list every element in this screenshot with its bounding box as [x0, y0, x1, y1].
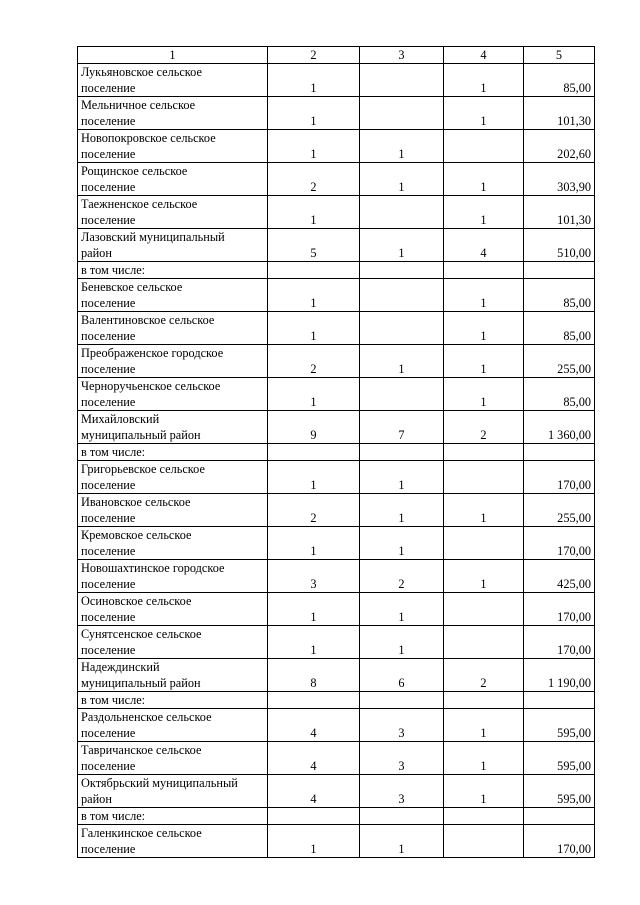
cell-name: Валентиновское сельское поселение [78, 312, 268, 345]
table-row [78, 130, 595, 163]
cell-col3 [360, 692, 444, 709]
cell-col2: 1 [268, 461, 360, 494]
cell-name: Преображенское городское поселение [78, 345, 268, 378]
table-header-row [78, 47, 595, 64]
cell-amount: 595,00 [524, 742, 595, 775]
table-row [78, 593, 595, 626]
cell-amount: 85,00 [524, 378, 595, 411]
cell-col3 [360, 279, 444, 312]
table-row [78, 692, 595, 709]
cell-name: Новошахтинское городское поселение [78, 560, 268, 593]
cell-name: в том числе: [78, 808, 268, 825]
table-row [78, 262, 595, 279]
table-row [78, 64, 595, 97]
cell-amount [524, 262, 595, 279]
cell-col4: 1 [444, 742, 524, 775]
cell-col4 [444, 825, 524, 858]
cell-col4: 1 [444, 560, 524, 593]
cell-col2 [268, 692, 360, 709]
allocation-table [77, 46, 595, 858]
cell-col3: 1 [360, 626, 444, 659]
cell-col3: 2 [360, 560, 444, 593]
table-row [78, 229, 595, 262]
cell-col2: 1 [268, 378, 360, 411]
table-row [78, 411, 595, 444]
cell-col4: 1 [444, 709, 524, 742]
cell-col3: 1 [360, 345, 444, 378]
cell-name: в том числе: [78, 444, 268, 461]
cell-col2: 1 [268, 64, 360, 97]
cell-name: Таежненское сельское поселение [78, 196, 268, 229]
cell-col2: 1 [268, 593, 360, 626]
cell-col2: 1 [268, 279, 360, 312]
cell-amount: 101,30 [524, 196, 595, 229]
cell-amount: 170,00 [524, 461, 595, 494]
cell-col4: 1 [444, 494, 524, 527]
cell-col2: 3 [268, 560, 360, 593]
cell-amount [524, 808, 595, 825]
cell-col2: 4 [268, 709, 360, 742]
table-row [78, 312, 595, 345]
cell-amount [524, 692, 595, 709]
table-row [78, 659, 595, 692]
cell-name: Михайловский муниципальный район [78, 411, 268, 444]
cell-col4 [444, 808, 524, 825]
table-row [78, 560, 595, 593]
table-row [78, 444, 595, 461]
cell-col3 [360, 262, 444, 279]
cell-col3: 1 [360, 461, 444, 494]
cell-amount: 1 190,00 [524, 659, 595, 692]
cell-col3 [360, 808, 444, 825]
cell-col2: 5 [268, 229, 360, 262]
table-row [78, 345, 595, 378]
table-row [78, 461, 595, 494]
cell-col3 [360, 312, 444, 345]
cell-name: Надеждинский муниципальный район [78, 659, 268, 692]
cell-name: Мельничное сельское поселение [78, 97, 268, 130]
table-row [78, 527, 595, 560]
cell-col4: 1 [444, 378, 524, 411]
cell-col3: 1 [360, 593, 444, 626]
cell-col4: 1 [444, 196, 524, 229]
cell-col2 [268, 262, 360, 279]
cell-name: Новопокровское сельское поселение [78, 130, 268, 163]
cell-amount: 170,00 [524, 527, 595, 560]
cell-col3: 1 [360, 494, 444, 527]
column-header: 3 [360, 47, 444, 64]
cell-amount: 170,00 [524, 593, 595, 626]
table-row [78, 494, 595, 527]
cell-name: Раздольненское сельское поселение [78, 709, 268, 742]
cell-name: в том числе: [78, 262, 268, 279]
cell-col4: 1 [444, 97, 524, 130]
cell-col3 [360, 378, 444, 411]
column-header: 4 [444, 47, 524, 64]
cell-col4: 2 [444, 659, 524, 692]
table-row [78, 775, 595, 808]
cell-amount: 595,00 [524, 709, 595, 742]
cell-col2: 4 [268, 775, 360, 808]
cell-name: Сунятсенское сельское поселение [78, 626, 268, 659]
cell-amount: 255,00 [524, 345, 595, 378]
cell-amount: 85,00 [524, 64, 595, 97]
cell-col2: 9 [268, 411, 360, 444]
cell-col2: 1 [268, 130, 360, 163]
cell-col4 [444, 444, 524, 461]
cell-col2: 2 [268, 494, 360, 527]
column-header: 2 [268, 47, 360, 64]
cell-col3: 1 [360, 229, 444, 262]
table-row [78, 97, 595, 130]
cell-col4 [444, 527, 524, 560]
cell-amount: 202,60 [524, 130, 595, 163]
cell-col2 [268, 444, 360, 461]
cell-col2: 2 [268, 345, 360, 378]
table-row [78, 626, 595, 659]
column-header: 5 [524, 47, 595, 64]
cell-amount: 510,00 [524, 229, 595, 262]
cell-name: Осиновское сельское поселение [78, 593, 268, 626]
cell-amount: 170,00 [524, 626, 595, 659]
cell-col4: 4 [444, 229, 524, 262]
cell-col4: 1 [444, 312, 524, 345]
cell-col3: 1 [360, 527, 444, 560]
cell-col4: 1 [444, 345, 524, 378]
table-row [78, 378, 595, 411]
cell-amount: 303,90 [524, 163, 595, 196]
cell-amount: 255,00 [524, 494, 595, 527]
cell-amount: 101,30 [524, 97, 595, 130]
cell-col4 [444, 593, 524, 626]
table-row [78, 742, 595, 775]
cell-name: Тавричанское сельское поселение [78, 742, 268, 775]
cell-col3: 1 [360, 825, 444, 858]
table-row [78, 196, 595, 229]
cell-col4: 1 [444, 163, 524, 196]
cell-col3: 6 [360, 659, 444, 692]
cell-col4 [444, 692, 524, 709]
table-row [78, 279, 595, 312]
cell-col3: 3 [360, 709, 444, 742]
cell-name: Григорьевское сельское поселение [78, 461, 268, 494]
cell-name: Черноручьенское сельское поселение [78, 378, 268, 411]
cell-col2: 1 [268, 196, 360, 229]
cell-name: в том числе: [78, 692, 268, 709]
cell-name: Ивановское сельское поселение [78, 494, 268, 527]
cell-col2: 1 [268, 527, 360, 560]
cell-name: Лазовский муниципальный район [78, 229, 268, 262]
cell-amount: 1 360,00 [524, 411, 595, 444]
cell-col3 [360, 196, 444, 229]
cell-amount: 85,00 [524, 279, 595, 312]
cell-col2: 1 [268, 97, 360, 130]
cell-col2: 1 [268, 626, 360, 659]
cell-col3: 1 [360, 163, 444, 196]
table-row [78, 709, 595, 742]
cell-col2: 4 [268, 742, 360, 775]
cell-col2: 2 [268, 163, 360, 196]
cell-col4: 2 [444, 411, 524, 444]
table-row [78, 808, 595, 825]
cell-col3 [360, 444, 444, 461]
cell-amount: 595,00 [524, 775, 595, 808]
table-row [78, 163, 595, 196]
cell-col2 [268, 808, 360, 825]
cell-col4 [444, 262, 524, 279]
cell-name: Октябрьский муниципальный район [78, 775, 268, 808]
cell-amount: 85,00 [524, 312, 595, 345]
cell-col2: 8 [268, 659, 360, 692]
cell-col3: 7 [360, 411, 444, 444]
cell-col4 [444, 626, 524, 659]
cell-col4: 1 [444, 775, 524, 808]
cell-col4 [444, 461, 524, 494]
cell-col3 [360, 64, 444, 97]
cell-name: Лукьяновское сельское поселение [78, 64, 268, 97]
cell-name: Беневское сельское поселение [78, 279, 268, 312]
cell-amount: 425,00 [524, 560, 595, 593]
document-page [77, 46, 595, 858]
cell-name: Рощинское сельское поселение [78, 163, 268, 196]
cell-col3: 3 [360, 742, 444, 775]
table-row [78, 825, 595, 858]
cell-amount [524, 444, 595, 461]
cell-col4: 1 [444, 279, 524, 312]
cell-col2: 1 [268, 312, 360, 345]
cell-amount: 170,00 [524, 825, 595, 858]
cell-name: Галенкинское сельское поселение [78, 825, 268, 858]
cell-col3 [360, 97, 444, 130]
cell-col4 [444, 130, 524, 163]
cell-col4: 1 [444, 64, 524, 97]
column-header: 1 [78, 47, 268, 64]
cell-col3: 1 [360, 130, 444, 163]
cell-col2: 1 [268, 825, 360, 858]
cell-col3: 3 [360, 775, 444, 808]
cell-name: Кремовское сельское поселение [78, 527, 268, 560]
